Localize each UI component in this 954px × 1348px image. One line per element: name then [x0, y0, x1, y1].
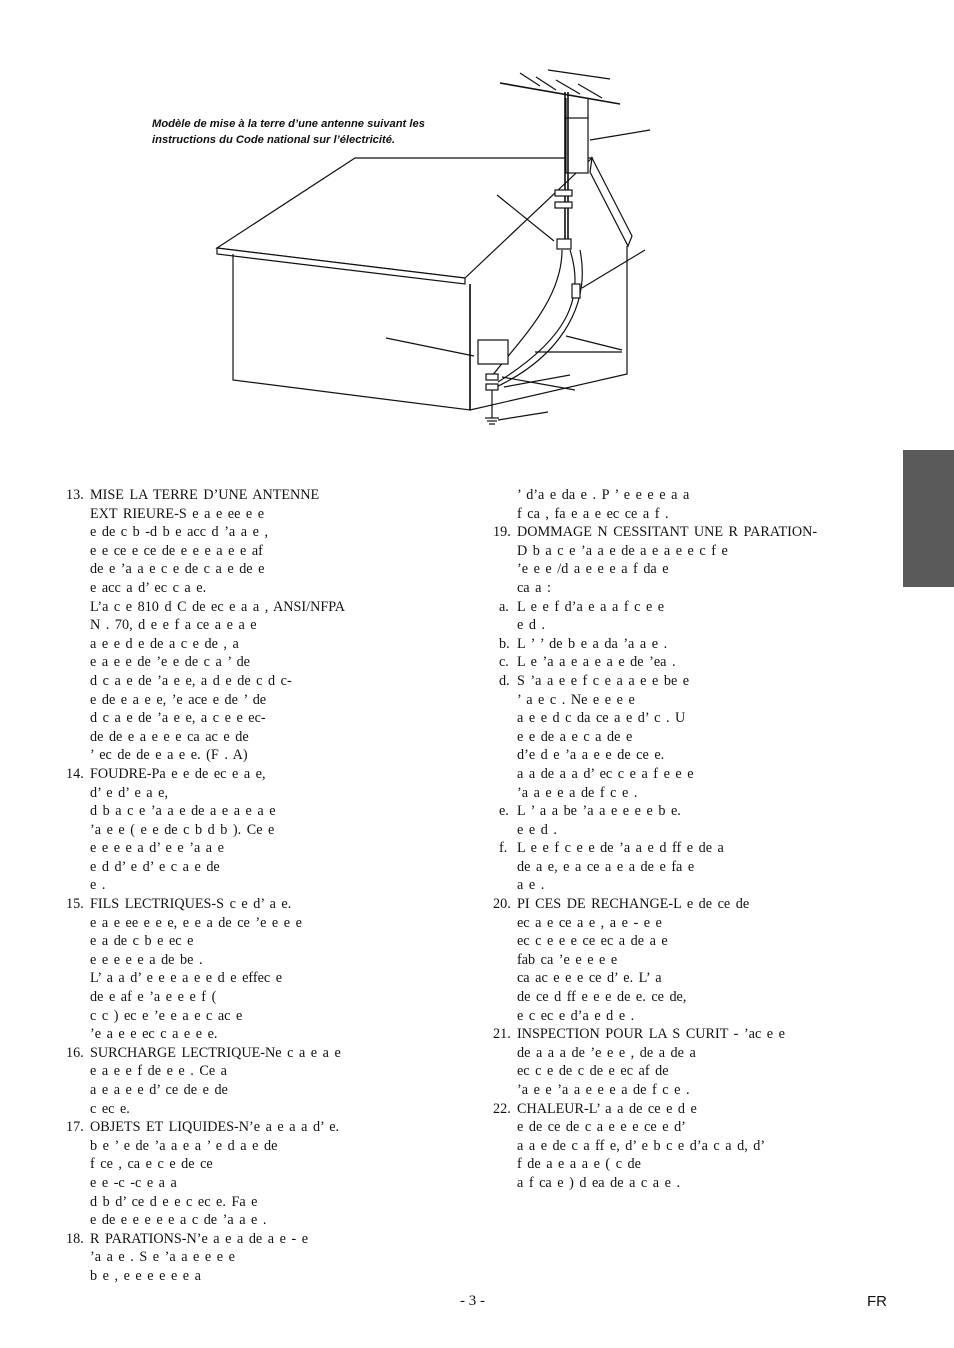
text-line: INSPECTION POUR LA S CURIT - ’ac e e — [517, 1026, 785, 1043]
text-line: L e ’a a e a e a e de ’ea . — [517, 654, 676, 671]
text-line: de a a a de ’e e e , de a de a — [517, 1044, 696, 1061]
section-number: 21. — [493, 1026, 511, 1043]
left-column — [66, 486, 476, 1286]
text-line: b e ’ e de ’a a e a ’ e d a e de — [90, 1137, 278, 1154]
text-line: e de e e e e e a c de ’a a e . — [90, 1212, 267, 1229]
text-line: e e de a e c a de e — [517, 728, 633, 745]
text-line: e a e e de ’e e de c a ’ de — [90, 654, 250, 671]
text-line: L’ a a d’ e e e a e e d e effec e — [90, 970, 283, 987]
leader-line — [566, 336, 622, 350]
sub-list-item — [493, 598, 903, 635]
text-line: d c a e de ’a e e, a d e de c d c- — [90, 672, 292, 689]
text-line: ’e e e /d a e e e a f da e — [517, 561, 669, 578]
text-line: ’a a e e a de f c e . — [517, 784, 638, 801]
text-line: a a de a a d’ ec c e a f e e e — [517, 765, 694, 782]
sub-list-item — [493, 672, 903, 802]
section-number: 15. — [66, 896, 84, 913]
language-side-tab — [903, 450, 954, 587]
text-line: d b a c e ’a a e de a e a e a e — [90, 803, 276, 820]
leader-line — [504, 375, 570, 387]
text-line: de a e, e a ce a e a de e fa e — [517, 858, 695, 875]
diagram-caption — [152, 116, 492, 148]
numbered-section — [493, 1100, 903, 1193]
text-line: ec c e de c de e ec af de — [517, 1063, 669, 1080]
section-number: c. — [499, 654, 509, 671]
text-line: f ca , fa e a e ec ce a f . — [517, 505, 669, 522]
text-line: a e . — [517, 877, 545, 894]
text-line: ’a a e . S e ’a a e e e e — [90, 1249, 235, 1266]
numbered-section — [66, 486, 476, 765]
text-line: OBJETS ET LIQUIDES-N’e a e a a d’ e. — [90, 1119, 340, 1136]
text-line: c c ) ec e ’e e a e c ac e — [90, 1007, 243, 1024]
numbered-section — [493, 1025, 903, 1099]
section-number: e. — [499, 803, 509, 820]
text-line: de ce d ff e e e de e. ce de, — [517, 989, 687, 1006]
caption-line: instructions du Code national sur l’électricité. — [152, 134, 396, 146]
text-line: e . — [90, 877, 106, 894]
text-line: FOUDRE-Pa e e de ec e a e, — [90, 765, 266, 782]
chimney — [566, 118, 588, 173]
section-number: 17. — [66, 1119, 84, 1136]
section-number: 19. — [493, 524, 511, 541]
numbered-section — [66, 1230, 476, 1286]
text-line: b e , e e e e e e a — [90, 1267, 201, 1284]
text-line: L e e f d’a e a a f c e e — [517, 598, 665, 615]
page-number: - 3 - — [460, 1293, 485, 1309]
leader-line — [582, 250, 645, 288]
text-line: EXT RIEURE-S e a e ee e e — [90, 505, 265, 522]
antenna-grounding-diagram — [0, 0, 954, 460]
sub-list-item — [493, 802, 903, 839]
text-line: d’ e d’ e a e, — [90, 784, 168, 801]
electric-service-box — [478, 340, 508, 364]
text-line: a e a e e d’ ce de e de — [90, 1082, 228, 1098]
sub-list-item — [493, 653, 903, 672]
text-line: S ’a a e e f c e a a e e be e — [517, 672, 690, 689]
leader-line — [590, 130, 650, 140]
numbered-section — [493, 895, 903, 1025]
text-line: e a de c b e ec e — [90, 933, 194, 950]
continued-section — [493, 486, 903, 523]
text-line: DOMMAGE N CESSITANT UNE R PARATION- — [517, 524, 818, 541]
sub-list-item — [493, 839, 903, 895]
text-line: e a e ee e e e, e e a de ce ’e e e e — [90, 914, 302, 931]
text-line: de de e a e e e ca ac e de — [90, 728, 249, 745]
text-line: d’e d e ’a a e e de ce e. — [517, 747, 665, 764]
text-line: a e e d e de a c e de , a — [90, 635, 239, 652]
text-line: a e e d c da ce a e d’ c . U — [517, 710, 686, 727]
text-line: L ’ a a be ’a a e e e e b e. — [517, 803, 681, 820]
text-line: ca ac e e e ce d’ e. L’ a — [517, 970, 662, 987]
section-number: a. — [499, 598, 509, 615]
text-line: CHALEUR-L’ a a de ce e d e — [517, 1100, 697, 1117]
text-line: SURCHARGE LECTRIQUE-Ne c a e a e — [90, 1044, 341, 1061]
text-line: f de a e a a e ( c de — [517, 1156, 641, 1173]
text-line: L ’ ’ de b e a da ’a a e . — [517, 635, 668, 652]
text-line: R PARATIONS-N’e a e a de a e - e — [90, 1230, 309, 1247]
text-line: ec c e e e ce ec a de a e — [517, 933, 668, 950]
text-line: e e e e a d’ e e ’a a e — [90, 840, 224, 857]
numbered-section — [66, 765, 476, 895]
numbered-section — [493, 523, 903, 597]
sub-list-item — [493, 635, 903, 654]
text-line: fab ca ’e e e e e — [517, 951, 618, 968]
text-line: de e ’a a e c e de c a e de e — [90, 561, 265, 578]
numbered-section — [66, 895, 476, 1044]
text-line: e acc a d’ ec c a e. — [90, 579, 207, 596]
text-line: MISE LA TERRE D’UNE ANTENNE — [90, 487, 320, 503]
text-line: e de c b -d b e acc d ’a a e , — [90, 524, 268, 541]
text-line: ’a e e ’a a e e e a de f c e . — [517, 1082, 690, 1098]
text-line: ’a e e ( e e de c b d b ). Ce e — [90, 821, 275, 838]
numbered-section — [66, 1118, 476, 1230]
text-line: e a e e f de e e . Ce a — [90, 1063, 227, 1080]
numbered-section — [66, 1044, 476, 1118]
section-number: d. — [499, 672, 510, 689]
caption-line: Modèle de mise à la terre d’une antenne suivant les — [152, 118, 425, 130]
text-line: D b a c e ’a a e de a e a e e c f e — [517, 542, 728, 559]
text-line: a f ca e ) d ea de a c a e . — [517, 1174, 681, 1191]
right-column — [493, 486, 903, 1193]
antenna-discharge-unit — [557, 239, 571, 249]
text-line: ca a : — [517, 579, 551, 596]
text-line: e e d . — [517, 821, 557, 838]
text-line: d c a e de ’a e e, a c e e ec- — [90, 710, 266, 727]
section-number: 16. — [66, 1044, 84, 1061]
text-line: e de ce de c a e e e ce e d’ — [517, 1119, 686, 1136]
text-line: a a e de c a ff e, d’ e b c e d’a c a d, d’ — [517, 1137, 766, 1154]
text-line: e d . — [517, 617, 546, 634]
section-number: 13. — [66, 487, 84, 503]
section-number: 14. — [66, 765, 84, 782]
text-line: ’ d’a e da e . P ’ e e e e a a — [517, 487, 690, 503]
leader-line — [502, 377, 575, 390]
text-line: N . 70, d e e f a ce a e a e — [90, 617, 257, 634]
text-line: c ec e. — [90, 1100, 130, 1117]
text-line: L’a c e 810 d C de ec e a a , ANSI/NFPA — [90, 598, 346, 615]
text-line: ’ ec de de e a e e. (F . A) — [90, 747, 248, 764]
text-line: e e ce e ce de e e e a e e af — [90, 542, 263, 559]
text-line: d b d’ ce d e e c ec e. Fa e — [90, 1193, 258, 1210]
language-code: FR — [867, 1293, 887, 1310]
section-number: b. — [499, 635, 510, 652]
section-number: f. — [499, 840, 508, 857]
text-line: PI CES DE RECHANGE-L e de ce de — [517, 896, 750, 913]
text-line: e e e e e a de be . — [90, 951, 203, 968]
text-line: e c ec e d’a e d e . — [517, 1007, 635, 1024]
section-number: 18. — [66, 1230, 84, 1247]
text-line: ’ a e c . Ne e e e e — [517, 691, 635, 708]
text-line: e de e a e e, ’e ace e de ’ de — [90, 691, 267, 708]
antenna-element — [500, 83, 620, 104]
section-number: 22. — [493, 1100, 511, 1117]
text-line: de e af e ’a e e e f ( — [90, 989, 217, 1006]
text-line: e d d’ e d’ e c a e de — [90, 858, 220, 875]
leader-line — [386, 338, 474, 356]
text-line: f ce , ca e c e de ce — [90, 1156, 213, 1173]
text-line: e e -c -c e a a — [90, 1174, 177, 1191]
leader-line — [498, 412, 548, 420]
text-line: ec a e ce a e , a e - e e — [517, 914, 662, 931]
text-line: L e e f c e e de ’a a e d ff e de a — [517, 840, 724, 857]
text-line: FILS LECTRIQUES-S c e d’ a e. — [90, 896, 292, 913]
text-line: ’e a e e ec c a e e e. — [90, 1026, 218, 1043]
section-number: 20. — [493, 896, 511, 913]
